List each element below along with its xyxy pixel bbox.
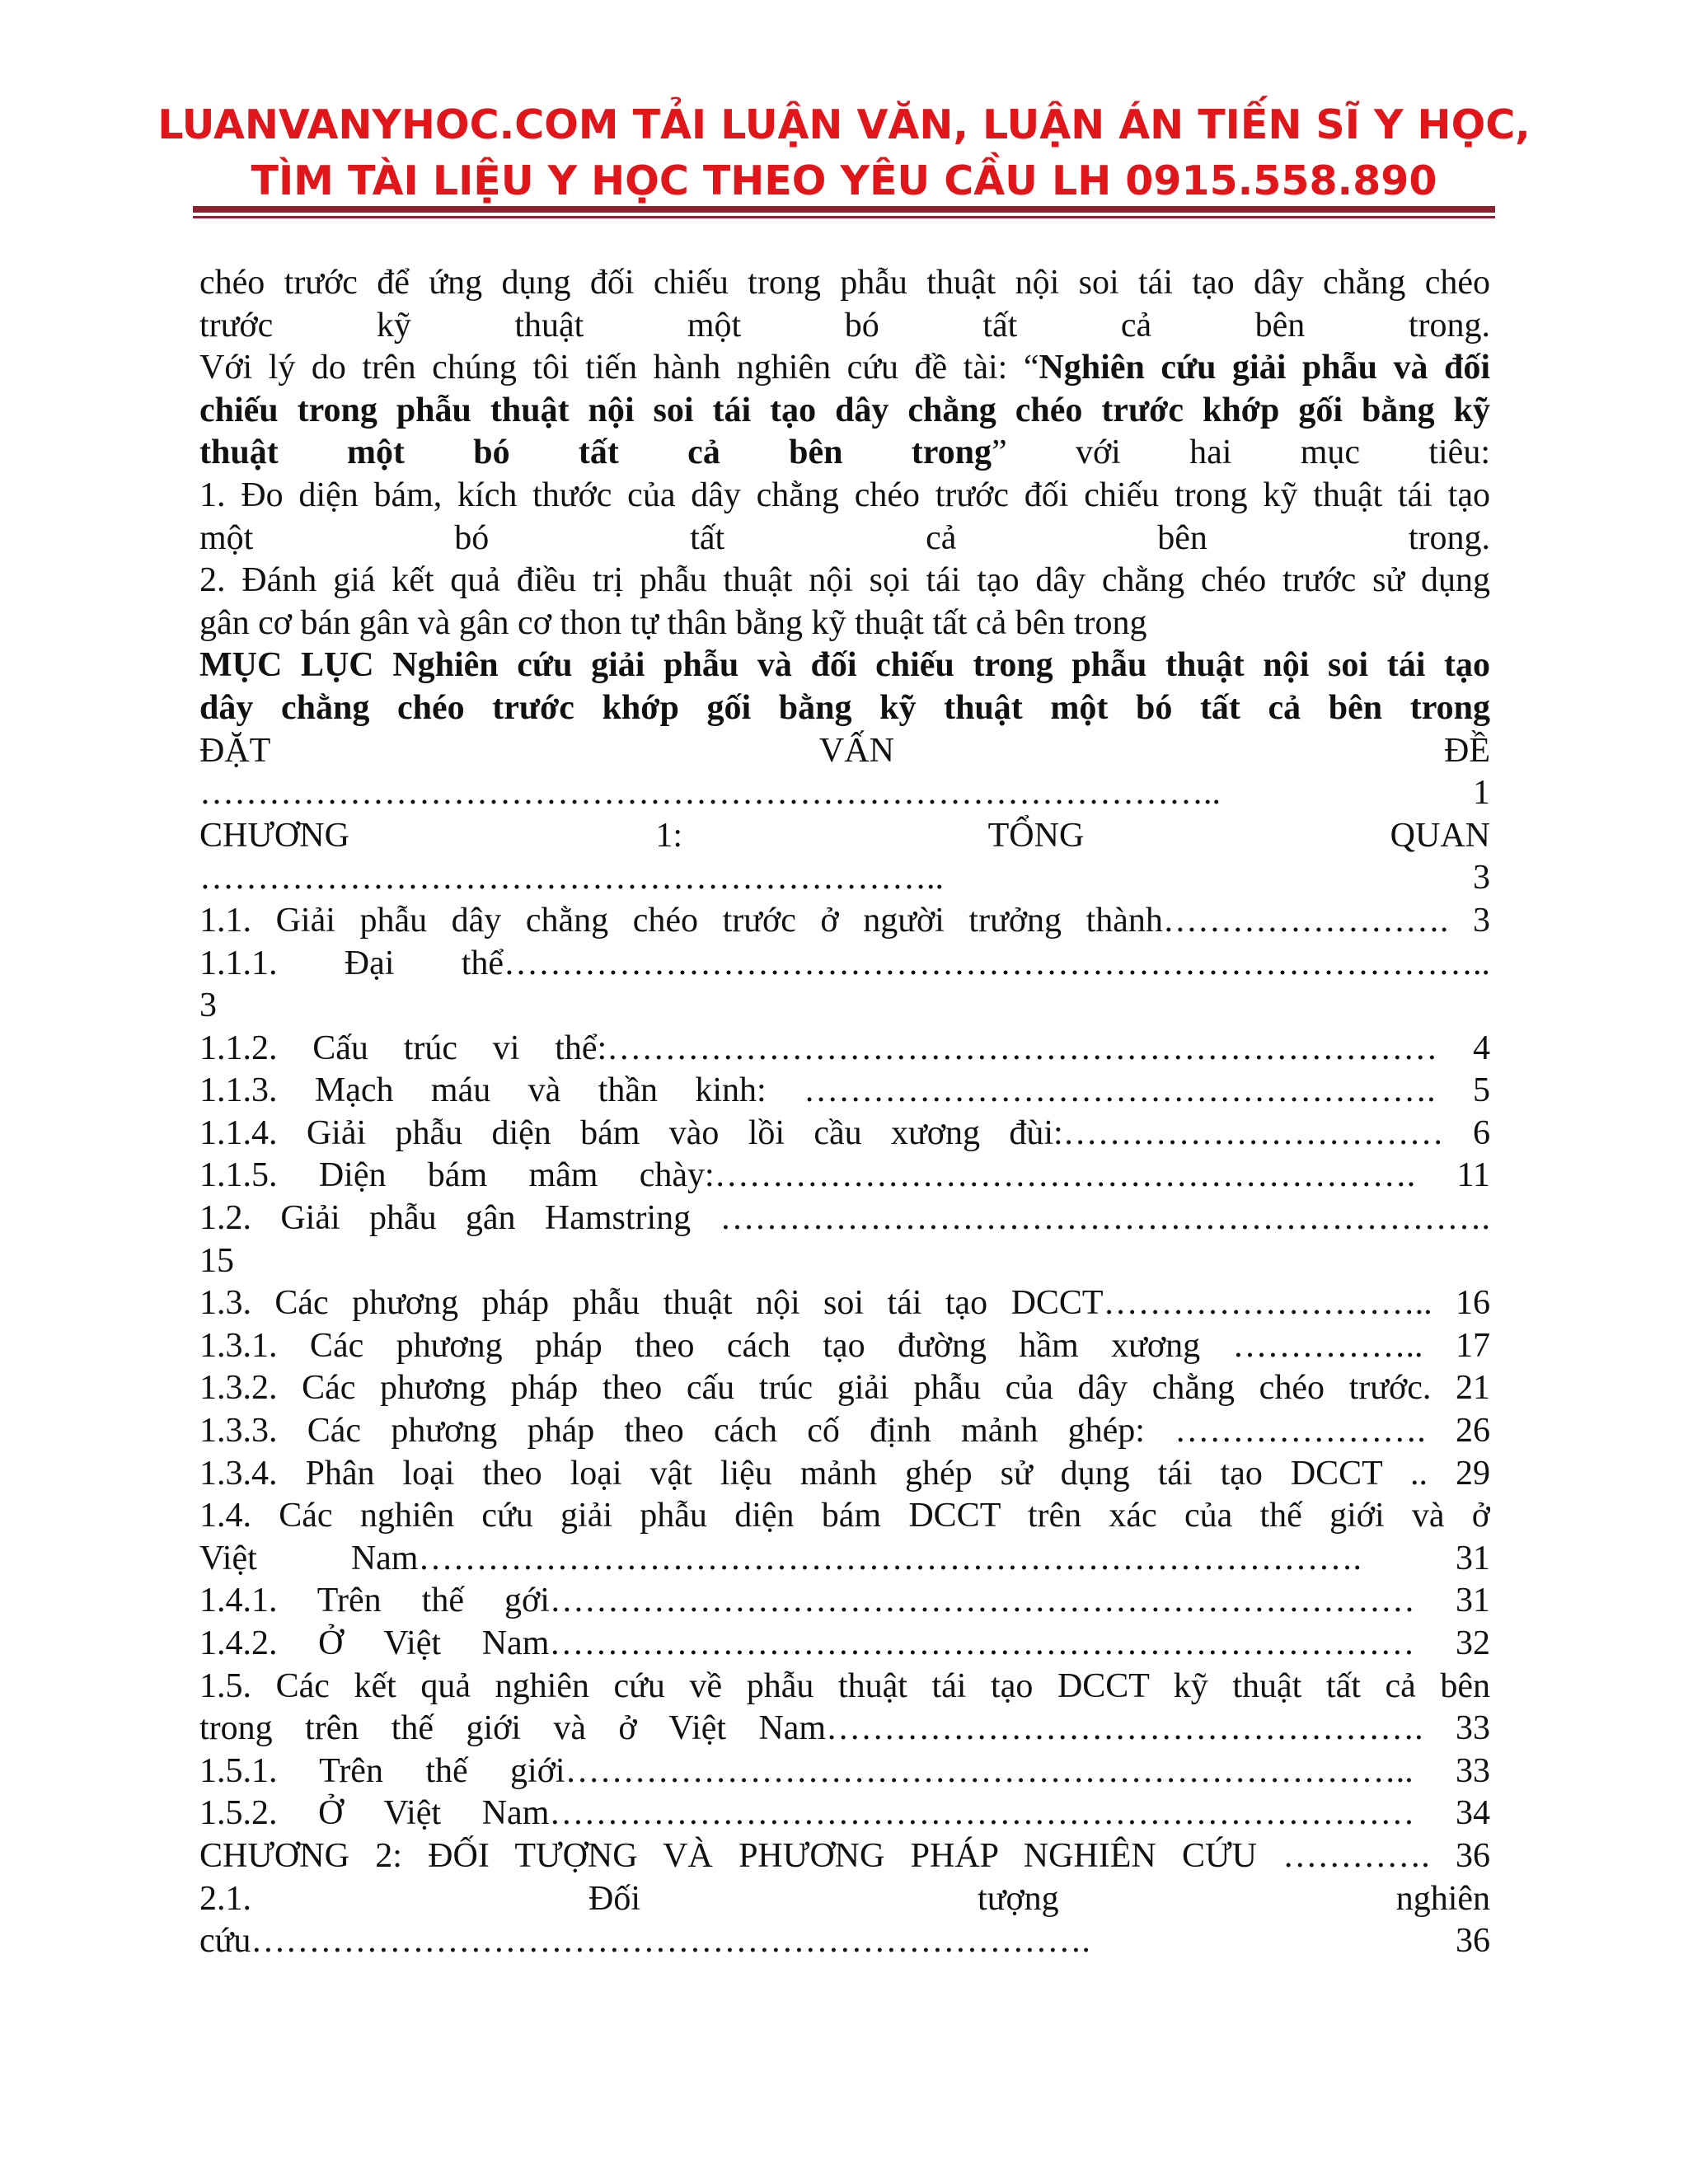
toc-entry: 1.2. Giải phẫu gân Hamstring …………………………………………………………. [199, 1199, 1490, 1238]
objective-1-line-1: 1. Đo diện bám, kích thước của dây chằng chéo trước đối chiếu trong kỹ thuật tái tạo [199, 476, 1490, 514]
toc-entry: 3 [199, 987, 217, 1025]
toc-entry: 1.1.4. Giải phẫu diện bám vào lồi cầu xương đùi:…………………………… 6 [199, 1113, 1490, 1152]
toc-title-line-2: dây chằng chéo trước khớp gối bằng kỹ thuật một bó tất cả bên trong [199, 688, 1490, 727]
toc-entry: 2.1. Đối tượng nghiên [199, 1879, 1490, 1918]
toc-entry: 1.4.2. Ở Việt Nam………………………………………………………………… 32 [199, 1624, 1490, 1662]
toc-title-line-1: MỤC LỤC Nghiên cứu giải phẫu và đối chiếu trong phẫu thuật nội soi tái tạo [199, 646, 1490, 685]
toc-entry: 1.1.5. Diện bám mâm chày:……………………………………………………. 11 [199, 1156, 1490, 1195]
toc-entry: Việt Nam………………………………………………………………………. 31 [199, 1539, 1490, 1577]
toc-entry: trong trên thế giới và ở Việt Nam……………………………………………. 33 [199, 1709, 1490, 1748]
toc-entry: cứu………………………………………………………………. 36 [199, 1922, 1490, 1961]
toc-entry: 1.3. Các phương pháp phẫu thuật nội soi tái tạo DCCT……………………….. 16 [199, 1284, 1490, 1323]
body-line-3 [199, 347, 1490, 390]
toc-entry: ĐẶT VẤN ĐỀ [199, 731, 1490, 770]
toc-entry: CHƯƠNG 1: TỔNG QUAN [199, 816, 1490, 855]
objective-2-line-2: gân cơ bán gân và gân cơ thon tự thân bằng kỹ thuật tất cả bên trong [199, 603, 1147, 642]
toc-entry: 1.3.4. Phân loại theo loại vật liệu mảnh ghép sử dụng tái tạo DCCT .. 29 [199, 1454, 1490, 1493]
toc-entry: 1.3.1. Các phương pháp theo cách tạo đường hầm xương …………….. 17 [199, 1326, 1490, 1365]
toc-list [199, 730, 1490, 1963]
toc-entry: 1.3.2. Các phương pháp theo cấu trúc giải phẫu của dây chằng chéo trước. 21 [199, 1369, 1490, 1408]
header-line-2: TÌM TÀI LIỆU Y HỌC THEO YÊU CẦU LH 0915.558.890 [251, 157, 1437, 204]
thesis-title-part-3: thuật một bó tất cả bên trong [199, 434, 992, 472]
toc-entry: 1.1.1. Đại thể………………………………………………………………………….. [199, 944, 1490, 982]
body-line-2: trước kỹ thuật một bó tất cả bên trong. [199, 306, 1490, 344]
header-line-1: LUANVANYHOC.COM TẢI LUẬN VĂN, LUẬN ÁN TIẾN SĨ Y HỌC, [157, 101, 1531, 148]
body-line-5 [199, 432, 1490, 475]
body-line-5-text: ” với hai mục tiêu: [992, 434, 1490, 472]
body-line-1: chéo trước để ứng dụng đối chiếu trong phẫu thuật nội soi tái tạo dây chằng chéo [199, 264, 1490, 302]
thesis-title-part-1: Nghiên cứu giải phẫu và đối [1039, 349, 1490, 387]
toc-entry: 1.1. Giải phẫu dây chằng chéo trước ở người trưởng thành……………………. 3 [199, 901, 1490, 940]
toc-entry: 15 [199, 1241, 234, 1280]
body-line-3-text: Với lý do trên chúng tôi tiến hành nghiên cứu đề tài: “ [199, 349, 1039, 387]
objective-2-line-1: 2. Đánh giá kết quả điều trị phẫu thuật nội sọi tái tạo dây chằng chéo trước sử dụng [199, 561, 1490, 600]
toc-entry: 1.4.1. Trên thế gới………………………………………………………………… 31 [199, 1582, 1490, 1620]
header-rule-thick [193, 206, 1495, 213]
thesis-title-part-2: chiếu trong phẫu thuật nội soi tái tạo dây chằng chéo trước khớp gối bằng kỹ [199, 391, 1490, 429]
toc-entry: 1.1.2. Cấu trúc vi thể:……………………………………………………………… 4 [199, 1029, 1490, 1067]
page-header [0, 97, 1688, 209]
toc-entry: 1.3.3. Các phương pháp theo cách cố định mảnh ghép: …………………. 26 [199, 1412, 1490, 1451]
toc-entry: 1.5. Các kết quả nghiên cứu về phẫu thuật tái tạo DCCT kỹ thuật tất cả bên [199, 1666, 1490, 1705]
toc-entry: 1.1.3. Mạch máu và thần kinh: ………………………………………………. 5 [199, 1071, 1490, 1110]
toc-entry: 1.5.1. Trên thế giới……………………………………………………………….. 33 [199, 1751, 1490, 1790]
header-rule-thin [193, 216, 1495, 218]
toc-entry: 1.4. Các nghiên cứu giải phẫu diện bám DCCT trên xác của thế giới và ở [199, 1497, 1490, 1535]
document-body [199, 262, 1490, 1963]
objective-1-line-2: một bó tất cả bên trong. [199, 518, 1490, 557]
toc-entry: 1.5.2. Ở Việt Nam………………………………………………………………… 34 [199, 1794, 1490, 1833]
toc-entry: ……………………………………………………….. 3 [199, 859, 1490, 898]
toc-entry: CHƯƠNG 2: ĐỐI TƯỢNG VÀ PHƯƠNG PHÁP NGHIÊN CỨU …………. 36 [199, 1836, 1490, 1875]
toc-entry: …………………………………………………………………………….. 1 [199, 774, 1490, 813]
